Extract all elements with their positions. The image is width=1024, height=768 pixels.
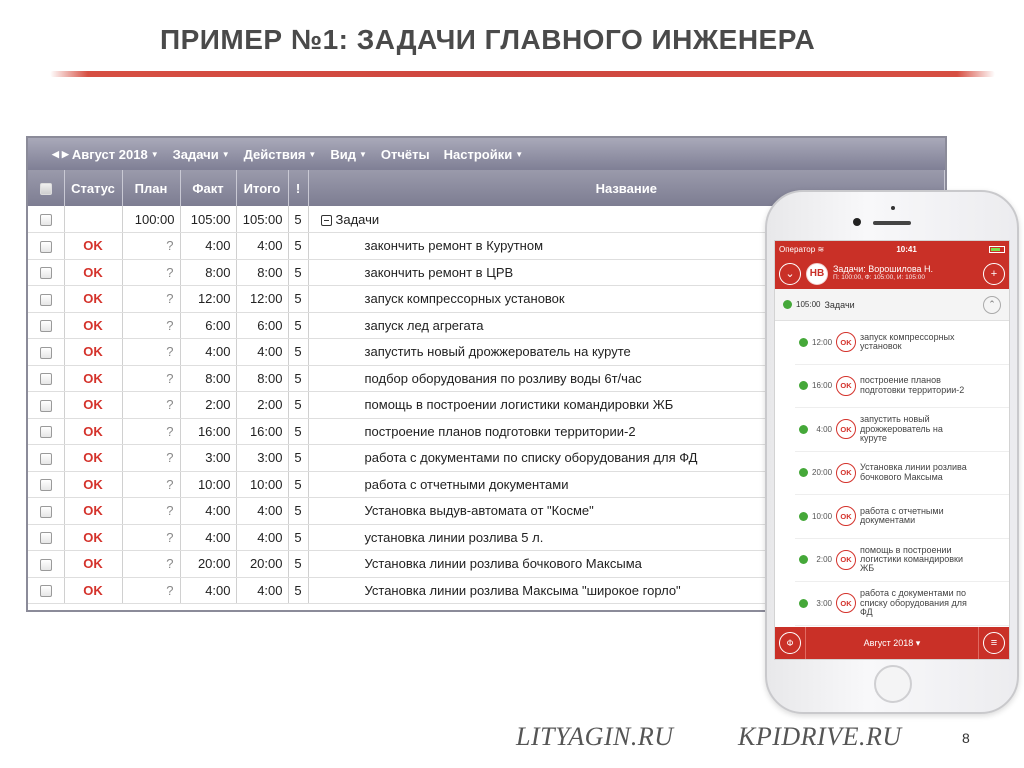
ok-badge[interactable]: OK (836, 550, 856, 570)
total-cell: 4:00 (236, 577, 288, 604)
status-cell: OK (64, 259, 122, 286)
fact-cell: 12:00 (180, 286, 236, 313)
task-time: 3:00 (816, 598, 832, 608)
home-button[interactable] (874, 665, 912, 703)
toolbar (28, 138, 945, 170)
list-item[interactable] (795, 452, 1009, 496)
priority-cell: 5 (288, 259, 308, 286)
slide-title: ПРИМЕР №1: ЗАДАЧИ ГЛАВНОГО ИНЖЕНЕРА (160, 24, 816, 55)
task-name-cell: Установка линии розлива Максыма "широкое горло" (308, 577, 945, 604)
chevron-up-icon[interactable]: ⌃ (983, 296, 1001, 314)
select-all-checkbox[interactable] (28, 170, 64, 206)
chevron-down-icon: ▼ (358, 149, 367, 159)
status-cell: OK (64, 498, 122, 525)
app-header (775, 258, 1009, 289)
footer-link-lityagin[interactable]: LITYAGIN.RU (516, 722, 674, 751)
period-label: Август 2018 (71, 146, 148, 162)
priority-cell: 5 (288, 498, 308, 525)
task-name-cell: помощь в построении логистики командировки ЖБ (308, 392, 945, 419)
menu-settings[interactable]: Настройки ▼ (443, 146, 524, 162)
fact-cell: 8:00 (180, 365, 236, 392)
menu-icon[interactable]: ≡ (983, 632, 1005, 654)
carrier-label: Оператор (779, 245, 816, 254)
status-dot-icon (799, 338, 808, 347)
group-fact: 105:00 (180, 206, 236, 233)
status-dot-icon (799, 425, 808, 434)
row-checkbox[interactable] (28, 498, 64, 525)
task-name: запуск компрессорных установок (860, 331, 955, 352)
task-name-cell: подбор оборудования по розливу воды 6т/час (308, 365, 945, 392)
task-name-cell: запуск лед агрегата (308, 312, 945, 339)
plan-cell: ? (122, 259, 180, 286)
plan-cell: ? (122, 498, 180, 525)
priority-cell: 5 (288, 286, 308, 313)
row-checkbox[interactable] (28, 286, 64, 313)
fact-cell: 8:00 (180, 259, 236, 286)
status-dot-icon (783, 300, 792, 309)
ok-badge[interactable]: OK (836, 506, 856, 526)
status-cell: OK (64, 365, 122, 392)
avatar[interactable]: НВ (806, 263, 828, 285)
total-cell: 4:00 (236, 233, 288, 260)
task-name: Установка линии розлива бочкового Максыма (860, 462, 967, 482)
chevron-down-icon[interactable]: ⌄ (779, 263, 801, 285)
total-cell: 6:00 (236, 312, 288, 339)
chevron-down-icon: ▼ (221, 149, 230, 159)
list-item[interactable] (795, 582, 1009, 626)
status-cell: OK (64, 286, 122, 313)
ok-badge[interactable]: OK (836, 419, 856, 439)
status-cell: OK (64, 445, 122, 472)
list-item[interactable] (795, 321, 1009, 365)
group-name: Задачи (335, 211, 380, 227)
wifi-icon: ≋ (817, 245, 825, 254)
row-checkbox[interactable] (28, 392, 64, 419)
add-icon[interactable]: + (983, 263, 1005, 285)
priority-cell: 5 (288, 524, 308, 551)
period-selector[interactable]: Август 2018 ▾ (805, 627, 979, 659)
total-cell: 10:00 (236, 471, 288, 498)
phone-mockup (765, 190, 1019, 714)
group-plan: 100:00 (122, 206, 180, 233)
plan-cell: ? (122, 365, 180, 392)
task-name: помощь в построении логистики командировки ЖБ (860, 544, 964, 574)
next-arrow-icon[interactable]: ▶ (61, 148, 69, 159)
plan-cell: ? (122, 577, 180, 604)
task-name-cell: закончить ремонт в ЦРВ (308, 259, 945, 286)
task-name-cell: запустить новый дрожжерователь на куруте (308, 339, 945, 366)
task-time: 4:00 (816, 424, 832, 434)
phone-screen (774, 240, 1010, 660)
fact-cell: 4:00 (180, 577, 236, 604)
ok-badge[interactable]: OK (836, 332, 856, 352)
task-name-cell: установка линии розлива 5 л. (308, 524, 945, 551)
total-cell: 20:00 (236, 551, 288, 578)
task-time: 20:00 (812, 468, 833, 478)
group-time: 105:00 (796, 300, 821, 309)
status-dot-icon (799, 381, 808, 390)
priority-cell: 5 (288, 471, 308, 498)
row-checkbox[interactable] (28, 206, 64, 233)
status-cell: OK (64, 577, 122, 604)
group-priority: 5 (288, 206, 308, 233)
col-header-status[interactable]: Статус (64, 170, 122, 206)
row-checkbox[interactable] (28, 339, 64, 366)
status-dot-icon (799, 512, 808, 521)
total-cell: 4:00 (236, 339, 288, 366)
row-checkbox[interactable] (28, 365, 64, 392)
status-cell: OK (64, 551, 122, 578)
menu-reports[interactable]: Отчёты (380, 146, 430, 162)
total-cell: 12:00 (236, 286, 288, 313)
total-cell: 4:00 (236, 524, 288, 551)
fact-cell: 4:00 (180, 339, 236, 366)
status-cell: OK (64, 392, 122, 419)
row-checkbox[interactable] (28, 233, 64, 260)
plan-cell: ? (122, 445, 180, 472)
header-title: Задачи: Ворошилова Н. (833, 265, 934, 275)
fact-cell: 4:00 (180, 233, 236, 260)
priority-cell: 5 (288, 418, 308, 445)
fact-cell: 20:00 (180, 551, 236, 578)
chevron-down-icon: ▼ (150, 149, 159, 159)
footer-link-kpidrive[interactable]: KPIDRIVE.RU (738, 722, 902, 751)
total-cell: 8:00 (236, 365, 288, 392)
plan-cell: ? (122, 286, 180, 313)
mobile-group-row[interactable] (775, 289, 1009, 321)
task-name: работа с документами по списку оборудования для ФД (860, 588, 967, 617)
collapse-icon[interactable] (321, 215, 332, 226)
chevron-down-icon: ▼ (308, 149, 317, 159)
total-cell: 3:00 (236, 445, 288, 472)
plan-cell: ? (122, 551, 180, 578)
status-dot-icon (799, 599, 808, 608)
row-checkbox[interactable] (28, 471, 64, 498)
task-name-cell: работа с отчетными документами (308, 471, 945, 498)
fact-cell: 4:00 (180, 498, 236, 525)
total-cell: 8:00 (236, 259, 288, 286)
status-cell: OK (64, 312, 122, 339)
task-name-cell: запуск компрессорных установок (308, 286, 945, 313)
fact-cell: 3:00 (180, 445, 236, 472)
total-cell: 4:00 (236, 498, 288, 525)
status-cell: OK (64, 233, 122, 260)
priority-cell: 5 (288, 392, 308, 419)
row-checkbox[interactable] (28, 577, 64, 604)
row-checkbox[interactable] (28, 551, 64, 578)
ok-badge[interactable]: OK (836, 593, 856, 613)
battery-icon (989, 246, 1005, 253)
priority-cell: 5 (288, 365, 308, 392)
status-cell: OK (64, 339, 122, 366)
menu-tasks[interactable]: Задачи ▼ (172, 146, 230, 162)
header-subtitle: П: 100:00, Ф: 105:00, И: 105:00 (833, 273, 925, 281)
col-header-plan[interactable]: План (122, 170, 180, 206)
plan-cell: ? (122, 392, 180, 419)
status-dot-icon (799, 468, 808, 477)
task-name-cell: закончить ремонт в Курутном (308, 233, 945, 260)
bottom-bar (775, 627, 1009, 659)
list-item[interactable] (795, 408, 1009, 452)
list-item[interactable] (795, 365, 1009, 409)
col-header-fact[interactable]: Факт (180, 170, 236, 206)
task-name-cell: Установка выдув-автомата от "Косме" (308, 498, 945, 525)
col-header-total[interactable]: Итого (236, 170, 288, 206)
priority-cell: 5 (288, 233, 308, 260)
task-time: 12:00 (812, 337, 833, 347)
status-cell: OK (64, 524, 122, 551)
group-total: 105:00 (236, 206, 288, 233)
priority-cell: 5 (288, 577, 308, 604)
task-name: запустить новый дрожжерователь на куруте (860, 414, 943, 443)
status-dot-icon (799, 555, 808, 564)
page-number: 8 (962, 730, 970, 746)
plan-cell: ? (122, 471, 180, 498)
priority-cell: 5 (288, 312, 308, 339)
ok-badge[interactable]: OK (836, 463, 856, 483)
fact-cell: 16:00 (180, 418, 236, 445)
fact-cell: 2:00 (180, 392, 236, 419)
fact-cell: 6:00 (180, 312, 236, 339)
mobile-task-list (775, 321, 1009, 626)
list-item[interactable] (795, 495, 1009, 539)
status-cell: OK (64, 471, 122, 498)
task-name-cell: построение планов подготовки территории-2 (308, 418, 945, 445)
plan-cell: ? (122, 233, 180, 260)
status-bar (775, 241, 1009, 258)
status-cell: OK (64, 418, 122, 445)
priority-cell: 5 (288, 445, 308, 472)
speaker-grille (873, 221, 911, 225)
row-checkbox[interactable] (28, 524, 64, 551)
task-time: 16:00 (812, 381, 833, 391)
clock: 10:41 (896, 245, 917, 254)
task-name: работа с отчетными документами (860, 505, 944, 526)
task-name-cell: Установка линии розлива бочкового Максыма (308, 551, 945, 578)
row-checkbox[interactable] (28, 312, 64, 339)
task-time: 10:00 (812, 511, 833, 521)
plan-cell: ? (122, 339, 180, 366)
row-checkbox[interactable] (28, 445, 64, 472)
camera-icon (853, 218, 861, 226)
plan-cell: ? (122, 418, 180, 445)
priority-cell: 5 (288, 551, 308, 578)
menu-actions[interactable]: Действия ▼ (243, 146, 317, 162)
row-checkbox[interactable] (28, 418, 64, 445)
sensor-dot (891, 206, 895, 210)
fact-cell: 10:00 (180, 471, 236, 498)
chevron-down-icon: ▼ (515, 149, 524, 159)
total-cell: 16:00 (236, 418, 288, 445)
list-item[interactable] (795, 539, 1009, 583)
task-name-cell: работа с документами по списку оборудования для ФД (308, 445, 945, 472)
title-underline (50, 71, 995, 77)
priority-cell: 5 (288, 339, 308, 366)
group-name: Задачи (824, 299, 855, 310)
ok-badge[interactable]: OK (836, 376, 856, 396)
plan-cell: ? (122, 524, 180, 551)
menu-view[interactable]: Вид ▼ (330, 146, 367, 162)
total-cell: 2:00 (236, 392, 288, 419)
plan-cell: ? (122, 312, 180, 339)
fact-cell: 4:00 (180, 524, 236, 551)
filter-icon[interactable]: Ф (779, 632, 801, 654)
task-time: 2:00 (816, 555, 832, 565)
period-selector[interactable] (52, 147, 159, 162)
task-name: построение планов подготовки территории-2 (860, 375, 965, 395)
col-header-priority[interactable]: ! (288, 170, 308, 206)
prev-arrow-icon[interactable]: ◀ (52, 148, 59, 159)
col-header-name[interactable]: Название (308, 170, 945, 206)
row-checkbox[interactable] (28, 259, 64, 286)
